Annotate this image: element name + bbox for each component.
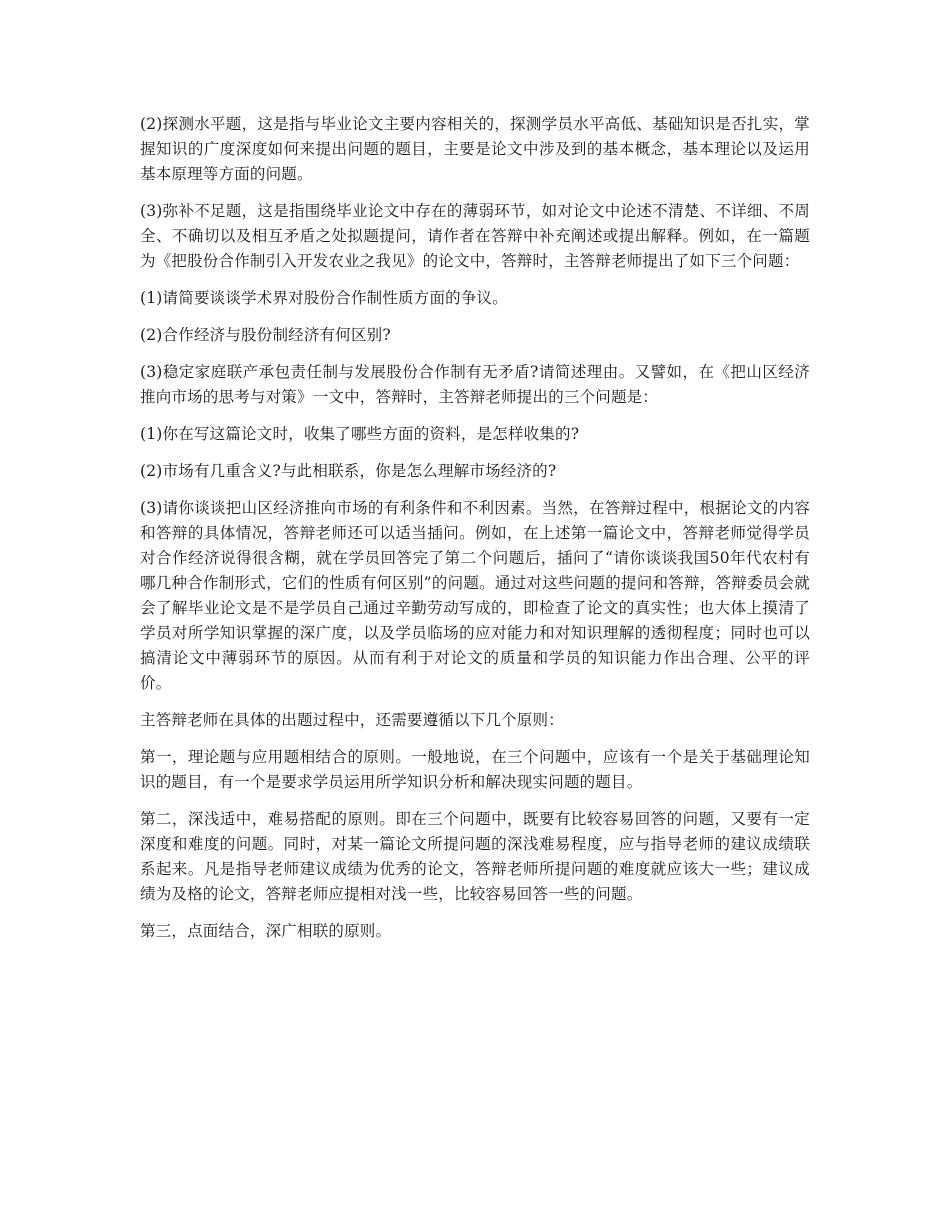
paragraph-question-3: (3)稳定家庭联产承包责任制与发展股份合作制有无矛盾?请简述理由。又譬如，在《把山区经济推向市场的思考与对策》一文中，答辩时，主答辩老师提出的三个问题是：	[140, 363, 810, 406]
paragraph-question-2: (2)合作经济与股份制经济有何区别?	[140, 326, 391, 344]
paragraph-principle-3: 第三，点面结合，深广相联的原则。	[140, 922, 392, 940]
paragraph-principles-intro: 主答辩老师在具体的出题过程中，还需要遵循以下几个原则：	[140, 711, 564, 729]
paragraph-market-question-2: (2)市场有几重含义?与此相联系，你是怎么理解市场经济的?	[140, 462, 557, 480]
paragraph-market-question-1: (1)你在写这篇论文时，收集了哪些方面的资料，是怎样收集的?	[140, 425, 580, 443]
paragraph-market-question-3: (3)请你谈谈把山区经济推向市场的有利条件和不利因素。当然，在答辩过程中，根据论文的内容和答辩的具体情况，答辩老师还可以适当插问。例如，在上述第一篇论文中，答辩老师觉得学员对合作经济说得很含糊，就在学员回答完了第二个问题后，插问了“请你谈谈我国50年代农村有哪几种合作制形式，它们的性质有何区别”的问题。通过对这些问题的提问和答辩，答辩委员会就会了解毕业论文是不是学员自己通过辛勤劳动写成的，即检查了论文的真实性；也大体上摸清了学员对所学知识掌握的深广度，以及学员临场的应对能力和对知识理解的透彻程度；同时也可以搞清论文中薄弱环节的原因。从而有利于对论文的质量和学员的知识能力作出合理、公平的评价。	[140, 499, 810, 692]
paragraph-question-1: (1)请简要谈谈学术界对股份合作制性质方面的争议。	[140, 289, 508, 307]
paragraph-remedy-weakness-questions: (3)弥补不足题，这是指围绕毕业论文中存在的薄弱环节，如对论文中论述不清楚、不详细、不周全、不确切以及相互矛盾之处拟题提问，请作者在答辩中补充阐述或提出解释。例如，在一篇题为《把股份合作制引入开发农业之我见》的论文中，答辩时，主答辩老师提出了如下三个问题：	[140, 202, 810, 270]
document-body	[140, 112, 810, 956]
paragraph-probe-level-questions: (2)探测水平题，这是指与毕业论文主要内容相关的，探测学员水平高低、基础知识是否扎实，掌握知识的广度深度如何来提出问题的题目，主要是论文中涉及到的基本概念，基本理论以及运用基本原理等方面的问题。	[140, 115, 810, 183]
paragraph-principle-1: 第一，理论题与应用题相结合的原则。一般地说，在三个问题中，应该有一个是关于基础理论知识的题目，有一个是要求学员运用所学知识分析和解决现实问题的题目。	[140, 748, 810, 791]
paragraph-principle-2: 第二，深浅适中，难易搭配的原则。即在三个问题中，既要有比较容易回答的问题，又要有一定深度和难度的问题。同时，对某一篇论文所提问题的深浅难易程度，应与指导老师的建议成绩联系起来。凡是指导老师建议成绩为优秀的论文，答辩老师所提问题的难度就应该大一些；建议成绩为及格的论文，答辩老师应提相对浅一些，比较容易回答一些的问题。	[140, 810, 810, 903]
